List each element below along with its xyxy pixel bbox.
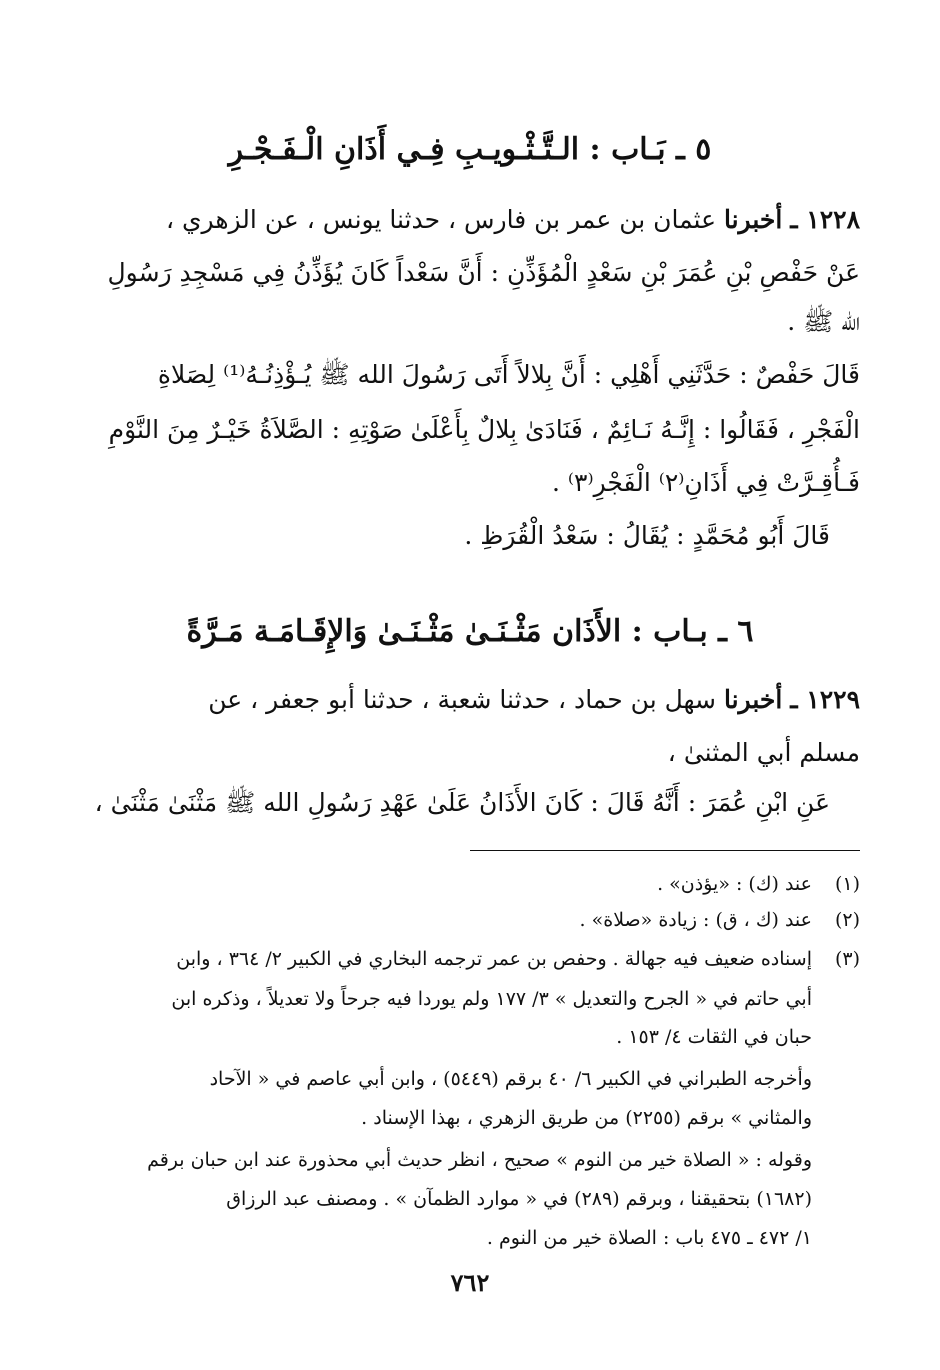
footnote-number: (٣) [834,948,860,970]
footnote-3-line-5: والمثاني » برقم (٢٢٥٥) من طريق الزهري ، بهذا الإسناد . [361,1107,812,1129]
hadith-1228-matn-line-3: قَالَ حَفْصٌ : حَدَّثَنِي أَهْلِي : أَنَّ بِلالاً أَتَى رَسُولَ الله ﷺ يُـؤْذِنُـهُ⁽¹⁾ لِصَلاةِ [157,360,860,389]
footnote-3-line-4: وأخرجه الطبراني في الكبير ٦/ ٤٠ برقم (٥٤٤٩) ، وابن أبي عاصم في « الآحاد [209,1068,812,1090]
isnad-text: سهل بن حماد ، حدثنا شعبة ، حدثنا أبو جعفر ، عن [208,685,717,714]
chapter-5-heading: ٥ ـ بَـاب : الـتَّـثْـويـبِ فِـي أَذَانِ الْـفَـجْـرِ [228,132,712,167]
isnad-text: عثمان بن عمر بن فارس ، حدثنا يونس ، عن الزهري ، [165,205,717,234]
hadith-1229-isnad-line-2: مسلم أبي المثنىٰ ، [667,738,860,767]
hadith-number: ١٢٢٩ ـ [790,685,860,714]
footnote-3-line-8: ١/ ٤٧٢ ـ ٤٧٥ باب : الصلاة خير من النوم . [486,1227,812,1249]
footnote-text: عند (ك) : «يؤذن» . [657,873,812,895]
hadith-1228-matn-line-6: قَالَ أَبُو مُحَمَّدٍ : يُقَالُ : سَعْدُ الْقُرَظِ . [464,521,830,550]
footnote-3-line-2: أبي حاتم في « الجرح والتعديل » ٣/ ١٧٧ ولم يوردا فيه جرحاً ولا تعديلاً ، وذكره ابن [171,988,812,1010]
hadith-1228-matn-line-2: الله ﷺ . [787,307,860,336]
footnote-3-line-7: (١٦٨٢) بتحقيقنا ، وبرقم (٢٨٩) في « موارد الظمآن » . ومصنف عبد الرزاق [226,1188,812,1210]
chapter-6-heading: ٦ ـ بـاب : الأَذَان مَثْـنَـىٰ مَثْـنَـىٰ وَالإِقَـامَـة مَـرَّةً [186,614,754,649]
hadith-1228-matn-line-5: فَـأُقِـرَّتْ فِي أَذَانِ⁽٢⁾ الْفَجْرِ⁽٣⁾ . [552,468,860,497]
hadith-number: ١٢٢٨ ـ [790,205,860,234]
hadith-1228-isnad-line-1 [80,200,860,240]
akhbarana-word: أخبرنا [723,685,783,714]
footnote-3-line-3: حبان في الثقات ٤/ ١٥٣ . [616,1026,812,1048]
footnote-text: عند (ك ، ق) : زيادة «صلاة» . [579,909,812,931]
akhbarana-word: أخبرنا [723,205,783,234]
hadith-1229-matn-line-1: عَنِ ابْنِ عُمَرَ : أَنَّهُ قَالَ : كَانَ الأَذَانُ عَلَىٰ عَهْدِ رَسُولِ الله ﷺ مَثْنَىٰ مَثْنَىٰ ، [94,788,830,817]
hadith-1228-matn-line-1: عَنْ حَفْصِ بْنِ عُمَرَ بْنِ سَعْدٍ الْمُؤَذِّنِ : أَنَّ سَعْداً كَانَ يُؤَذِّنُ فِي مَسْجِدِ رَسُولِ [107,258,860,287]
footnote-number: (١) [834,873,860,895]
footnote-3-line-6: وقوله : « الصلاة خير من النوم » صحيح ، انظر حديث أبي محذورة عند ابن حبان برقم [147,1149,812,1171]
footnote-text: إسناده ضعيف فيه جهالة . وحفص بن عمر ترجمه البخاري في الكبير ٢/ ٣٦٤ ، وابن [176,948,812,970]
page-number: ٧٦٢ [450,1268,490,1297]
footnote-separator [470,850,860,851]
hadith-1229-isnad-line-1 [80,680,860,720]
hadith-1228-matn-line-4: الْفَجْرِ ، فَقَالُوا : إِنَّـهُ نَـائِمٌ ، فَنَادَىٰ بِلالٌ بِأَعْلَىٰ صَوْتِهِ : الصَّلاَةُ خَيْـرٌ مِنَ النَّوْمِ [108,415,860,444]
footnote-number: (٢) [834,909,860,931]
